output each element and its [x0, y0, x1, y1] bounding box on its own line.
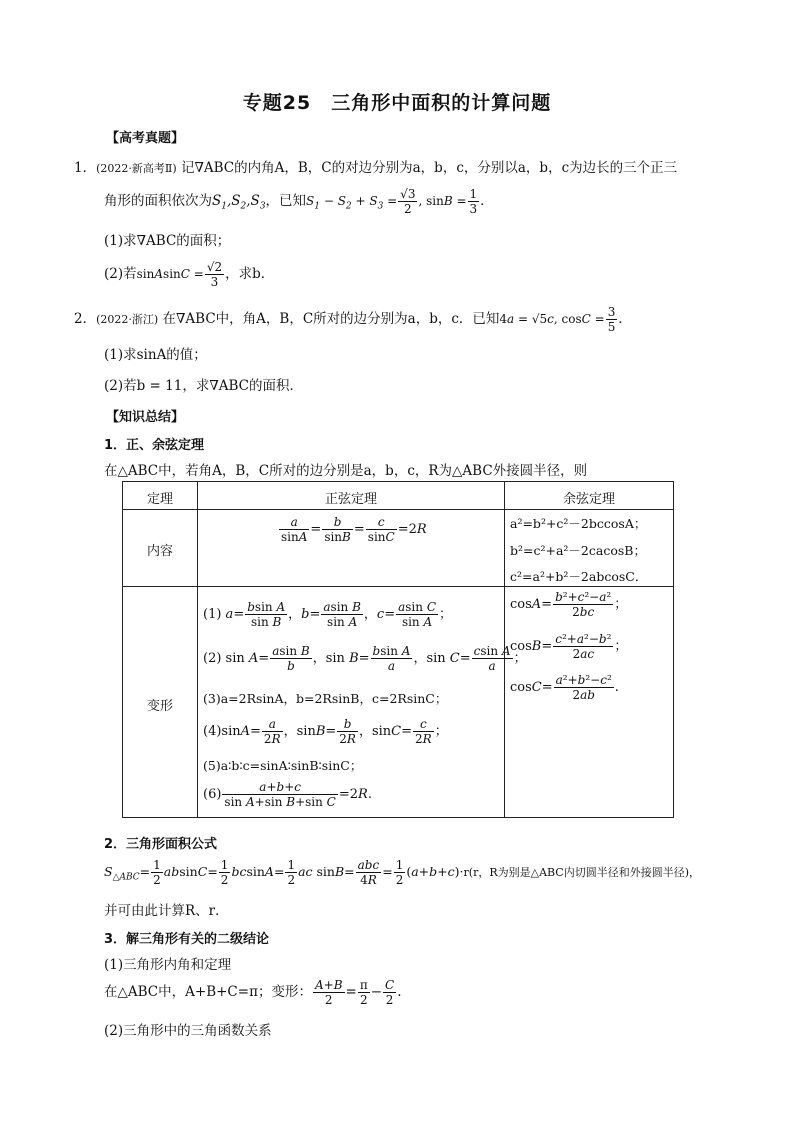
table-header-theorem: 定理 — [146, 492, 173, 507]
table-divider — [197, 482, 198, 817]
cosine-variant-1: cosA= $\frac{\text{b²+c²−a²}}{2bc}$ ； — [510, 590, 628, 619]
cosine-variant-2: cosB= $\frac{\text{c²+a²−b²}}{2ac}$ ； — [510, 632, 628, 661]
section-exam-heading: 【高考真题】 — [106, 131, 185, 146]
page-title: 专题25 三角形中面积的计算问题 — [242, 92, 552, 114]
theorem-table — [122, 481, 674, 818]
table-header-cosine: 余弦定理 — [562, 492, 615, 507]
question-2-part2: (2)若b = 11，求∇ABC的面积． — [104, 378, 304, 394]
variant-5: (5)a∶b∶c=sinA∶sinB∶sinC； — [203, 758, 363, 773]
row-label-content: 内容 — [146, 544, 173, 559]
cosine-law-2: b²=c²+a²－2cacosB； — [510, 543, 646, 558]
question-1-line1: 1．(2022·新高考Ⅱ) 记∇ABC的内角A，B，C的对边分别为a，b，c，分别以a，b，c为边长的三个正三 — [74, 160, 678, 176]
variant-1: (1) a= $\frac{\text{bsin A}}{\text{sin B}}$ ，b= $\frac{\text{asin B}}{\text{sin A}}$ ，c= $\frac{\text{asin C}}{\text{sin A}}$ ； — [203, 600, 453, 629]
question-1-part2: (2)若sinAsinC = $\frac{√2}{3}$ ，求b． — [104, 260, 275, 289]
question-2-part1: (1)求sinA的值； — [104, 347, 207, 363]
area-line2: 并可由此计算R、r． — [104, 903, 229, 919]
table-divider — [123, 509, 673, 510]
question-2-line1: 2．(2022·浙江) 在∇ABC中，角A，B，C所对的边分别为a，b，c．已知4a = √5c, cosC = $\frac{3}{5}$ ． — [74, 305, 632, 334]
variant-3: (3)a=2RsinA，b=2RsinB，c=2RsinC； — [203, 691, 448, 706]
angle-sum-line: 在△ABC中，A+B+C=π；变形： $\frac{A+B}{2}$ = $\frac{\pi}{2}$ − $\frac{C}{2}$ . — [104, 978, 402, 1007]
area-formula: $S_{\triangle ABC}=$ $\frac{1}{2}$ absinC= $\frac{1}{2}$ bcsinA= $\frac{1}{2}$ ac sinB= $\frac{\text{abc}}{4R}$ = $\frac{1}{2}$ (a+b+c)·r(r，R为别是△ABC内切圆半径和外接圆半径)， — [104, 858, 701, 887]
k2-heading: 2．三角形面积公式 — [104, 837, 218, 852]
k1-heading: 1．正、余弦定理 — [104, 438, 205, 453]
k3-sub2: (2)三角形中的三角函数关系 — [104, 1023, 272, 1039]
cosine-law-3: c²=a²+b²－2abcosC． — [510, 569, 648, 584]
table-divider — [123, 586, 673, 587]
k3-sub1: (1)三角形内角和定理 — [104, 957, 232, 973]
sine-law-formula: $\frac{a}{\sin A}$ = $\frac{b}{\sin B}$ = $\frac{c}{\sin C}$ =2R — [281, 515, 427, 544]
section-knowledge-heading: 【知识总结】 — [106, 410, 185, 425]
variant-4: (4)sinA= $\frac{a}{2R}$ ，sinB= $\frac{b}{2R}$ ，sinC= $\frac{c}{2R}$ ； — [203, 717, 448, 746]
variant-2: (2) sin A= $\frac{\text{asin B}}{b}$ ，sin B= $\frac{\text{bsin A}}{a}$ ，sin C= $\frac{\text{csin A}}{a}$ ； — [203, 644, 527, 673]
row-label-variant: 变形 — [146, 699, 173, 714]
k1-intro: 在△ABC中，若角A，B，C所对的边分别是a，b，c，R为△ABC外接圆半径，则 — [104, 463, 588, 479]
variant-6: (6) $\frac{a+b+c}{\text{sin A+sin B+sin C}}$ =2R. — [203, 780, 372, 809]
k3-heading: 3．解三角形有关的二级结论 — [104, 932, 270, 947]
cosine-law-1: a²=b²+c²－2bccosA； — [510, 516, 647, 531]
cosine-variant-3: cosC= $\frac{\text{a²+b²−c²}}{2ab}$ . — [510, 673, 619, 702]
question-1-line2: 角形的面积依次为$S_1,S_2,S_3$，已知$S_1 - S_2 + S_3$ = $\frac{√3}{2}$ , sinB = $\frac{1}{3}$ ． — [104, 187, 494, 216]
table-header-sine: 正弦定理 — [324, 492, 377, 507]
question-1-part1: (1)求∇ABC的面积； — [104, 233, 231, 249]
